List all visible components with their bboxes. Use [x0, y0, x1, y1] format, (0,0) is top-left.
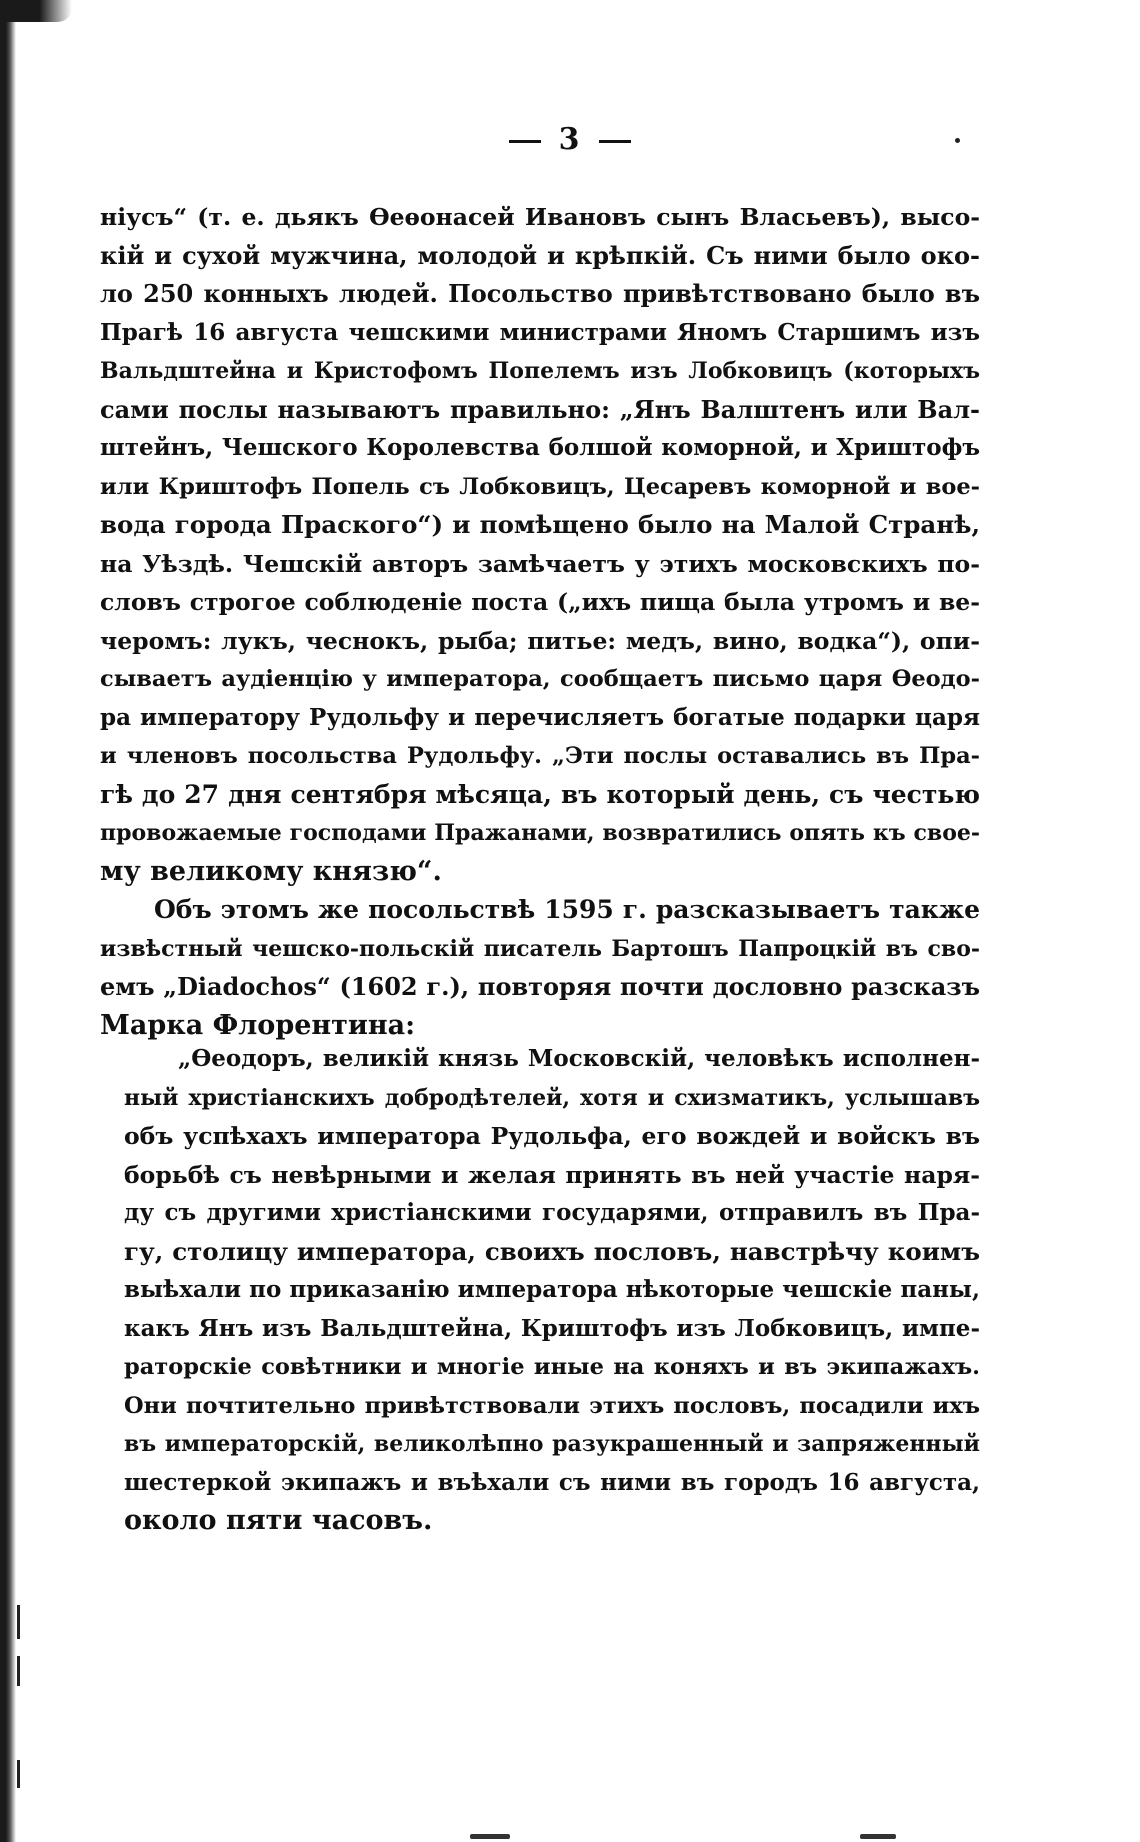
text-line: и членовъ посольства Рудольфу. „Эти послы оставались въ Пра-	[100, 743, 980, 769]
quoted-passage	[124, 1040, 980, 1541]
quote-line: ду съ другими христіанскими государями, отправилъ въ Пра-	[124, 1199, 980, 1226]
quote-line: около пяти часовъ.	[124, 1505, 433, 1536]
text-line: извѣстный чешско-польскій писатель Бартошъ Папроцкій въ сво-	[100, 935, 980, 962]
margin-scan-mark	[17, 1605, 20, 1639]
text-line: Марка Флорентина:	[100, 1009, 416, 1041]
header-dash-left	[509, 140, 541, 143]
text-line: провожаемые господами Пражанами, возвратились опять къ свое-	[100, 820, 980, 846]
quote-line: ный христіанскихъ добродѣтелей, хотя и схизматикъ, услышавъ	[124, 1084, 980, 1111]
quote-line: выѣхали по приказанію императора нѣкоторые чешскіе паны,	[124, 1276, 980, 1303]
quote-line: борьбѣ съ невѣрными и желая принять въ ней участіе наря-	[124, 1160, 980, 1189]
text-line: Вальдштейна и Кристофомъ Попелемъ изъ Лобковицъ (которыхъ	[100, 358, 980, 384]
bottom-edge-marks	[470, 1830, 910, 1842]
quote-line: Они почтительно привѣтствовали этихъ пословъ, посадили ихъ	[124, 1392, 980, 1419]
main-paragraph	[100, 198, 980, 1045]
text-line: сами послы называютъ правильно: „Янъ Валштенъ или Вал-	[100, 394, 980, 424]
text-line: гѣ до 27 дня сентября мѣсяца, въ который день, съ честью	[100, 779, 980, 809]
text-line: ніусъ“ (т. е. дьякъ Ѳеѳонасей Ивановъ сынъ Власьевъ), высо-	[100, 203, 980, 231]
quote-line: „Ѳеодоръ, великій князь Московскій, человѣкъ исполнен-	[178, 1045, 980, 1072]
quote-line: какъ Янъ изъ Вальдштейна, Криштофъ изъ Лобковицъ, импе-	[124, 1314, 980, 1342]
text-line: Объ этомъ же посольствѣ 1595 г. разсказываетъ также	[154, 895, 980, 924]
margin-scan-mark	[17, 1656, 20, 1686]
text-line: Прагѣ 16 августа чешскими министрами Яномъ Старшимъ изъ	[100, 318, 980, 346]
text-line: вода города Праского“) и помѣщено было на Малой Странѣ,	[100, 510, 980, 539]
text-line: словъ строгое соблюденіе поста („ихъ пища была утромъ и ве-	[100, 588, 980, 616]
text-line: штейнъ, Чешского Королевства болшой коморной, и Хриштофъ	[100, 434, 980, 461]
quote-line: объ успѣхахъ императора Рудольфа, его вождей и войскъ въ	[124, 1122, 980, 1150]
text-line: кій и сухой мужчина, молодой и крѣпкій. Съ ними было око-	[100, 240, 980, 270]
quote-line: раторскіе совѣтники и многіе иные на коняхъ и въ экипажахъ.	[124, 1354, 980, 1380]
binding-edge-shadow	[0, 0, 16, 1842]
page-header	[0, 122, 1140, 157]
bottom-scan-mark	[470, 1834, 510, 1839]
header-dash-right	[599, 140, 631, 143]
corner-smudge	[0, 0, 72, 22]
text-line: или Криштофъ Попель съ Лобковицъ, Цесаревъ коморной и вое-	[100, 473, 980, 500]
text-line: ра императору Рудольфу и перечисляетъ богатые подарки царя	[100, 703, 980, 731]
text-line: му великому князю“.	[100, 855, 442, 887]
text-line: черомъ: лукъ, чеснокъ, рыба; питье: медъ, вино, водка“), опи-	[100, 626, 980, 655]
text-line: ло 250 конныхъ людей. Посольство привѣтствовано было въ	[100, 279, 980, 308]
quote-line: гу, столицу императора, своихъ пословъ, навстрѣчу коимъ	[124, 1236, 980, 1266]
text-line: емъ „Diadochos“ (1602 г.), повторяя почти дословно разсказъ	[100, 972, 980, 1001]
text-line: на Уѣздѣ. Чешскій авторъ замѣчаетъ у этихъ московскихъ по-	[100, 549, 980, 578]
ink-speck	[955, 138, 960, 143]
page-number: 3	[558, 122, 582, 157]
text-line: сываетъ аудіенцію у императора, сообщаетъ письмо царя Ѳеодо-	[100, 666, 980, 692]
quote-line: шестеркой экипажъ и въѣхали съ ними въ городъ 16 августа,	[124, 1468, 980, 1496]
quote-line: въ императорскій, великолѣпно разукрашенный и запряженный	[124, 1431, 980, 1457]
margin-scan-mark	[17, 1760, 20, 1788]
bottom-scan-mark	[860, 1834, 896, 1839]
